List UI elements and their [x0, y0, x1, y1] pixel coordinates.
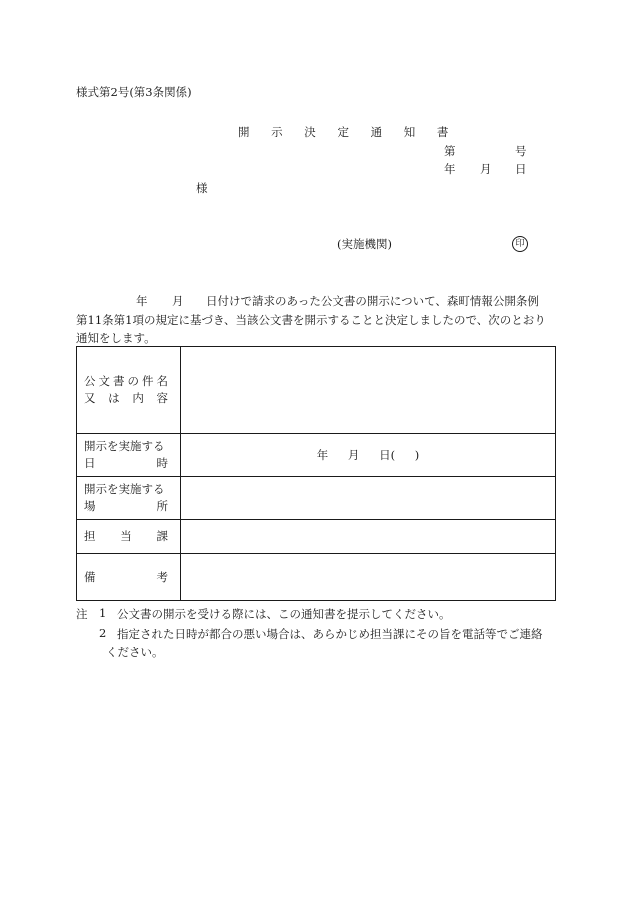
table-row-datetime — [77, 434, 556, 477]
datetime-day: 日( — [379, 448, 396, 462]
label-place: 開示を実施する 場 所 — [77, 477, 181, 520]
note-1-number: 1 — [99, 606, 107, 620]
table-row-department — [77, 520, 556, 554]
label-datetime: 開示を実施する 日 時 — [77, 434, 181, 477]
datetime-weekday-close: ) — [414, 448, 420, 462]
note-2-number: 2 — [99, 626, 107, 640]
notes-prefix: 注 — [76, 607, 88, 621]
form-number-label: 様式第2号(第3条関係) — [76, 85, 192, 99]
table-row-place — [77, 477, 556, 520]
issue-date-month: 月 — [480, 162, 492, 176]
intro-text-line3: 通知をします。 — [76, 331, 156, 345]
value-remarks[interactable] — [181, 554, 556, 601]
document-number-prefix: 第 — [444, 144, 456, 158]
label-department: 担 当 課 — [77, 520, 181, 554]
implementing-agency-label: (実施機関) — [337, 237, 392, 251]
note-2-text-continued: ください。 — [106, 645, 164, 659]
table-row-document-name — [77, 347, 556, 434]
seal-icon: 印 — [512, 236, 528, 252]
note-1-text: 公文書の開示を受ける際には、この通知書を提示してください。 — [117, 607, 451, 621]
value-department[interactable] — [181, 520, 556, 554]
notice-table — [76, 346, 556, 601]
intro-text-line2: 第11条第1項の規定に基づき、当該公文書を開示することと決定しましたので、次のとおり — [76, 313, 546, 327]
value-document-name[interactable] — [181, 347, 556, 434]
intro-year: 年 — [136, 294, 148, 308]
value-place[interactable] — [181, 477, 556, 520]
addressee-honorific: 様 — [196, 181, 208, 195]
table-row-remarks — [77, 554, 556, 601]
document-title: 開 示 決 定 通 知 書 — [238, 125, 458, 139]
document-number-suffix: 号 — [515, 144, 527, 158]
value-datetime[interactable] — [181, 434, 556, 477]
datetime-year: 年 — [316, 448, 329, 462]
datetime-month: 月 — [347, 448, 360, 462]
issue-date-day: 日 — [515, 162, 527, 176]
note-2-text: 指定された日時が都合の悪い場合は、あらかじめ担当課にその旨を電話等でご連絡 — [117, 627, 543, 641]
label-document-name: 公 文 書 の 件 名 又 は 内 容 — [77, 347, 181, 434]
intro-text-line1: 日付けで請求のあった公文書の開示について、森町情報公開条例 — [206, 294, 539, 308]
label-remarks: 備 考 — [77, 554, 181, 601]
intro-month: 月 — [172, 294, 184, 308]
issue-date-year: 年 — [444, 162, 456, 176]
